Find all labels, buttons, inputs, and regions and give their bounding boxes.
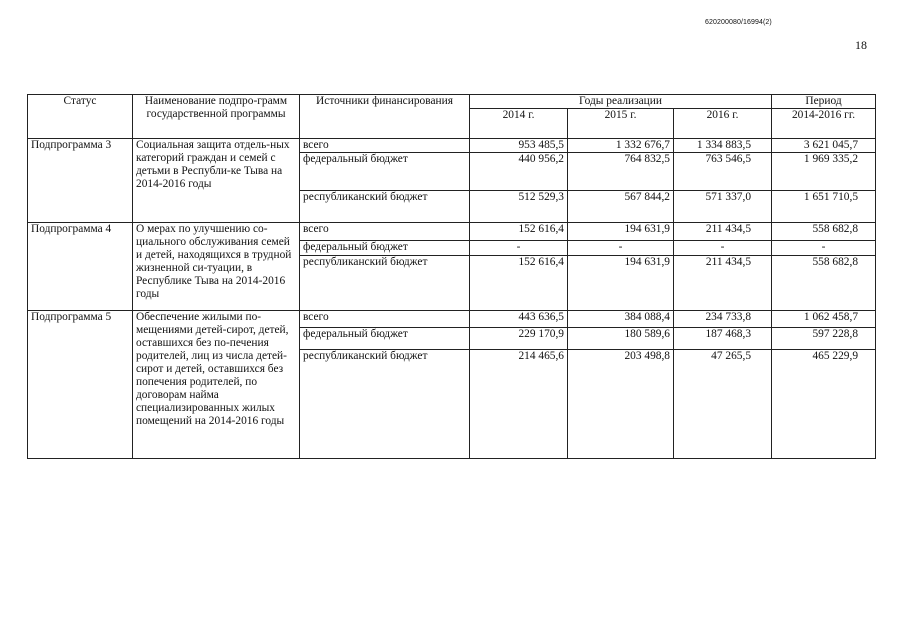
value-2016: 211 434,5 — [674, 223, 772, 241]
value-2015: 180 589,6 — [568, 328, 674, 350]
header-period-range: 2014-2016 гг. — [772, 109, 876, 139]
table-row — [28, 223, 876, 241]
subprogram-name-cell: Обеспечение жилыми по-мещениями детей-сирот, детей, оставшихся без по-печения родителей, лиц из числа детей-сирот и детей, оставшихся без попечения родителей, по договорам найма специализированных жилых помещений на 2014-2016 годы — [133, 311, 300, 459]
subprogram-name-cell: О мерах по улучшению со-циального обслуживания семей и детей, находящихся в трудной жизненной си-туации, в Республике Тыва на 2014-2016 годы — [133, 223, 300, 311]
source-cell: федеральный бюджет — [300, 241, 470, 256]
value-period: 1 651 710,5 — [772, 191, 876, 223]
value-period: 3 621 045,7 — [772, 139, 876, 153]
value-2015: - — [568, 241, 674, 256]
value-2016: 47 265,5 — [674, 350, 772, 459]
value-2015: 764 832,5 — [568, 153, 674, 191]
value-period: 1 969 335,2 — [772, 153, 876, 191]
source-cell: всего — [300, 311, 470, 328]
value-period: 558 682,8 — [772, 256, 876, 311]
value-2014: 152 616,4 — [470, 256, 568, 311]
table-row — [28, 311, 876, 328]
subprogram-name-cell: Социальная защита отдель-ных категорий граждан и семей с детьми в Республи-ке Тыва на 2014-2016 годы — [133, 139, 300, 223]
status-cell: Подпрограмма 4 — [28, 223, 133, 311]
header-years-group: Годы реализации — [470, 95, 772, 109]
value-period: 597 228,8 — [772, 328, 876, 350]
value-2016: - — [674, 241, 772, 256]
source-cell: всего — [300, 139, 470, 153]
table-row — [28, 139, 876, 153]
source-cell: федеральный бюджет — [300, 153, 470, 191]
source-cell: федеральный бюджет — [300, 328, 470, 350]
financing-table — [27, 94, 876, 459]
value-period: 1 062 458,7 — [772, 311, 876, 328]
value-2016: 234 733,8 — [674, 311, 772, 328]
document-code: 620200080/16994(2) — [705, 19, 772, 26]
value-2014: 953 485,5 — [470, 139, 568, 153]
value-2014: 440 956,2 — [470, 153, 568, 191]
value-period: - — [772, 241, 876, 256]
value-2014: 229 170,9 — [470, 328, 568, 350]
source-cell: всего — [300, 223, 470, 241]
header-year-2014: 2014 г. — [470, 109, 568, 139]
header-funding-sources: Источники финансирования — [300, 95, 470, 139]
value-2014: 152 616,4 — [470, 223, 568, 241]
value-2015: 203 498,8 — [568, 350, 674, 459]
value-2016: 187 468,3 — [674, 328, 772, 350]
value-2015: 194 631,9 — [568, 223, 674, 241]
value-2015: 1 332 676,7 — [568, 139, 674, 153]
value-2016: 211 434,5 — [674, 256, 772, 311]
value-period: 465 229,9 — [772, 350, 876, 459]
header-year-2016: 2016 г. — [674, 109, 772, 139]
value-2014: 512 529,3 — [470, 191, 568, 223]
status-cell: Подпрограмма 3 — [28, 139, 133, 223]
status-cell: Подпрограмма 5 — [28, 311, 133, 459]
value-2014: - — [470, 241, 568, 256]
header-row-1 — [28, 95, 876, 109]
value-2014: 214 465,6 — [470, 350, 568, 459]
value-2015: 384 088,4 — [568, 311, 674, 328]
source-cell: республиканский бюджет — [300, 191, 470, 223]
header-subprogram-name: Наименование подпро-грамм государственной программы — [133, 95, 300, 139]
value-2014: 443 636,5 — [470, 311, 568, 328]
value-2015: 194 631,9 — [568, 256, 674, 311]
value-2016: 763 546,5 — [674, 153, 772, 191]
header-period: Период — [772, 95, 876, 109]
header-status: Статус — [28, 95, 133, 139]
source-cell: республиканский бюджет — [300, 350, 470, 459]
value-period: 558 682,8 — [772, 223, 876, 241]
header-year-2015: 2015 г. — [568, 109, 674, 139]
source-cell: республиканский бюджет — [300, 256, 470, 311]
value-2016: 1 334 883,5 — [674, 139, 772, 153]
page-number: 18 — [855, 38, 867, 52]
value-2015: 567 844,2 — [568, 191, 674, 223]
value-2016: 571 337,0 — [674, 191, 772, 223]
